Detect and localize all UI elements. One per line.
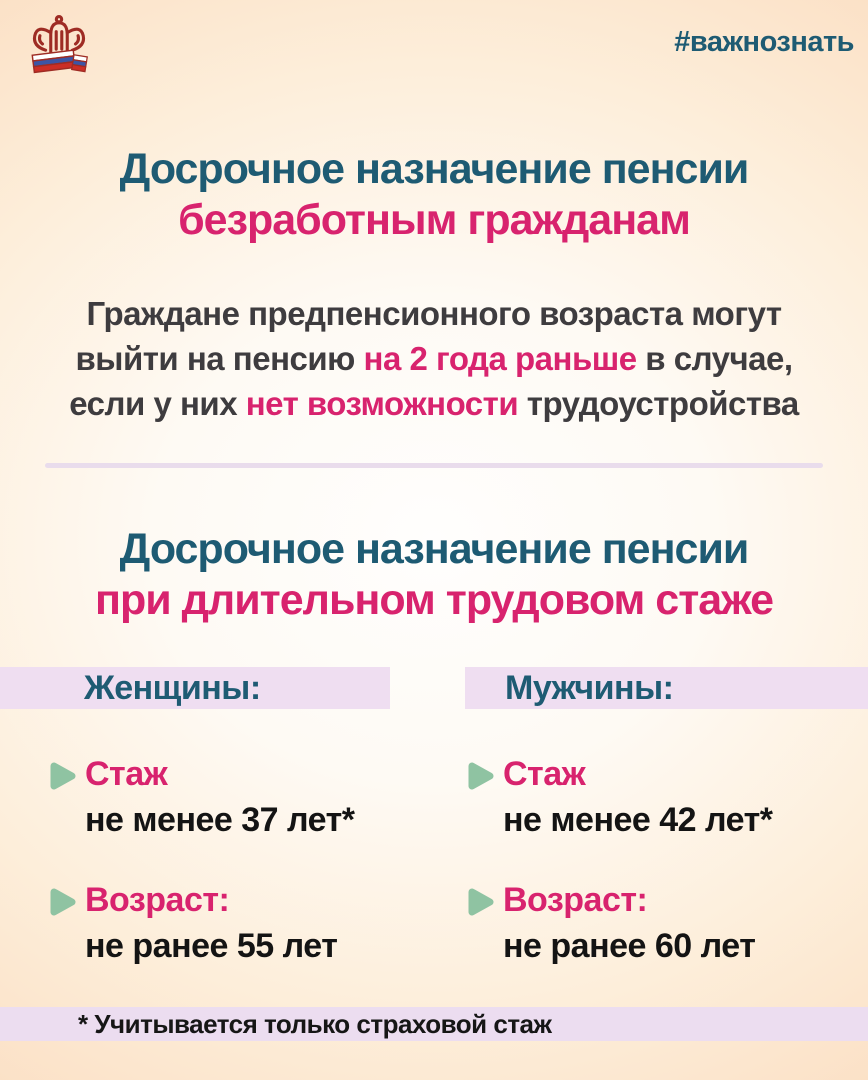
triangle-bullet-icon <box>48 886 78 918</box>
women-age-label: Возраст: <box>85 881 230 919</box>
intro-line-1: Граждане предпенсионного возраста могут <box>86 295 782 332</box>
pension-fund-logo-icon <box>26 14 92 74</box>
triangle-bullet-icon <box>466 760 496 792</box>
women-experience-value: не менее 37 лет* <box>85 801 355 839</box>
column-header-men <box>465 667 868 709</box>
column-header-women-label: Женщины: <box>84 669 261 707</box>
main-title-line-2: безработным гражданам <box>178 196 690 244</box>
main-title-line-1: Досрочное назначение пенсии <box>119 145 749 193</box>
men-experience-item <box>466 754 846 840</box>
main-title <box>0 144 868 246</box>
footnote-bar <box>0 1007 868 1041</box>
women-experience-label: Стаж <box>85 755 168 793</box>
intro-highlight-2: нет возможности <box>245 385 519 422</box>
men-age-label: Возраст: <box>503 881 648 919</box>
triangle-bullet-icon <box>48 760 78 792</box>
section-title-line-1: Досрочное назначение пенсии <box>119 525 749 573</box>
men-age-item <box>466 880 846 966</box>
men-age-value: не ранее 60 лет <box>503 927 756 965</box>
men-experience-label: Стаж <box>503 755 586 793</box>
women-age-item <box>48 880 428 966</box>
section-title-line-2: при длительном трудовом стаже <box>94 576 774 624</box>
intro-highlight-1: на 2 года раньше <box>363 340 637 377</box>
column-header-men-label: Мужчины: <box>505 669 674 707</box>
section-title <box>0 524 868 626</box>
women-experience-item <box>48 754 428 840</box>
hashtag-label: #важнознать <box>674 26 854 58</box>
intro-line-2: выйти на пенсию на 2 года раньше в случае, <box>75 340 793 377</box>
men-experience-value: не менее 42 лет* <box>503 801 773 839</box>
footnote-text: * Учитывается только страховой стаж <box>78 1009 552 1039</box>
column-header-women <box>0 667 390 709</box>
section-divider <box>45 463 823 468</box>
women-age-value: не ранее 55 лет <box>85 927 338 965</box>
intro-paragraph <box>0 291 868 426</box>
triangle-bullet-icon <box>466 886 496 918</box>
intro-line-3: если у них нет возможности трудоустройства <box>69 385 799 422</box>
